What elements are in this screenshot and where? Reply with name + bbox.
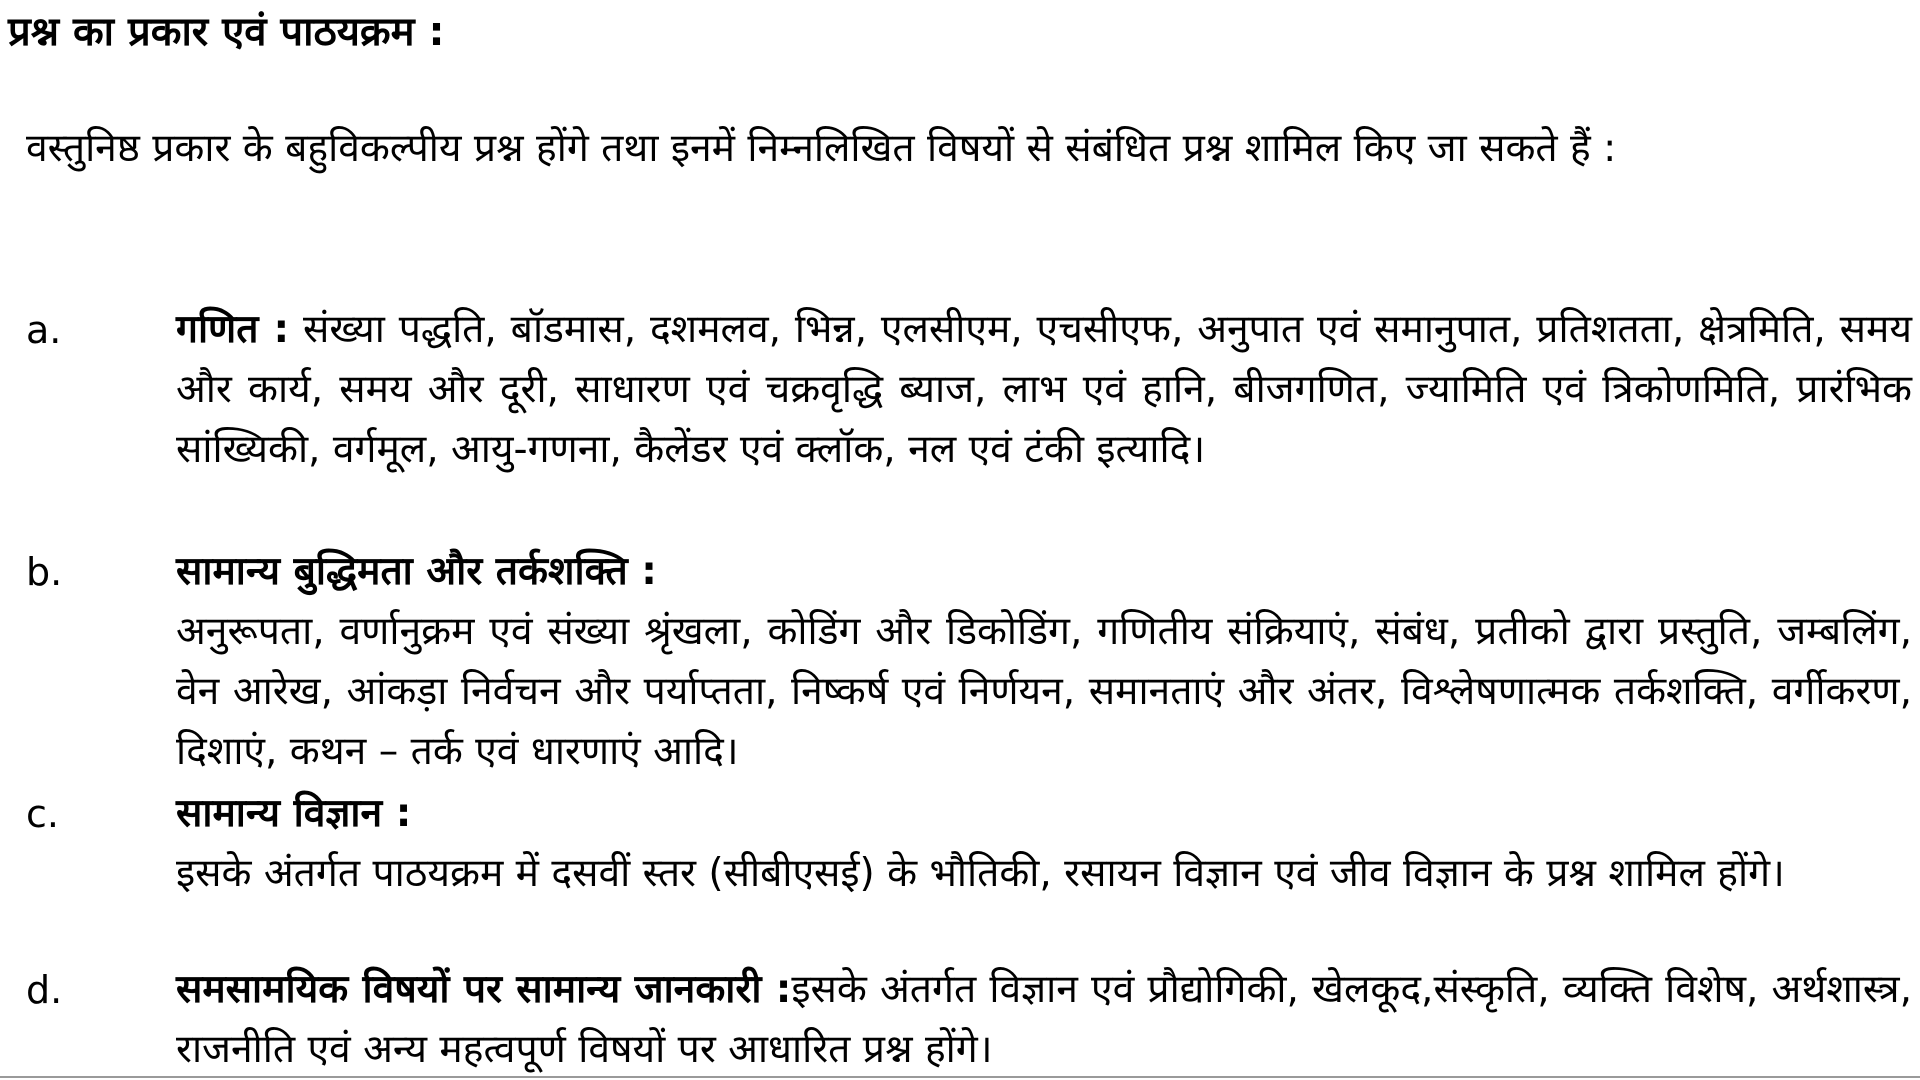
item-text: इसके अंतर्गत विज्ञान एवं प्रौद्योगिकी, खेलकूद,संस्कृति, व्यक्ति विशेष, अर्थशास्त्र, राजनीति एवं अन्य महत्वपूर्ण विषयों पर आधारित प्रश्न होंगे। — [176, 967, 1912, 1072]
item-text: संख्या पद्धति, बॉडमास, दशमलव, भिन्न, एलसीएम, एचसीएफ, अनुपात एवं समानुपात, प्रतिशतता, क्षेत्रमिति, समय और कार्य, समय और दूरी, साधारण एवं चक्रवृद्धि ब्याज, लाभ एवं हानि, बीजगणित, ज्यामिति एवं त्रिकोणमिति, प्रारंभिक सांख्यिकी, वर्गमूल, आयु-गणना, कैलेंडर एवं क्लॉक, नल एवं टंकी इत्यादि। — [176, 307, 1912, 472]
item-label: b. — [26, 550, 63, 594]
item-text: इसके अंतर्गत पाठयक्रम में दसवीं स्तर (सीबीएसई) के भौतिकी, रसायन विज्ञान एवं जीव विज्ञान के प्रश्न शामिल होंगे। — [176, 851, 1785, 896]
bottom-divider — [0, 1076, 1920, 1078]
item-body — [176, 300, 1912, 480]
item-label: c. — [26, 792, 59, 836]
item-label: d. — [26, 968, 63, 1012]
item-title: सामान्य बुद्धिमता और तर्कशक्ति : — [176, 549, 657, 594]
item-body — [176, 542, 1912, 782]
item-title: सामान्य विज्ञान : — [176, 791, 412, 836]
item-title: गणित : — [176, 307, 290, 352]
item-body — [176, 960, 1912, 1080]
item-title: समसामयिक विषयों पर सामान्य जानकारी : — [176, 967, 792, 1012]
item-text: अनुरूपता, वर्णानुक्रम एवं संख्या श्रृंखला, कोडिंग और डिकोडिंग, गणितीय संक्रियाएं, संबंध, प्रतीको द्वारा प्रस्तुति, जम्बलिंग, वेन आरेख, आंकड़ा निर्वचन और पर्याप्तता, निष्कर्ष एवं निर्णयन, समानताएं और अंतर, विश्लेषणात्मक तर्कशक्ति, वर्गीकरण, दिशाएं, कथन – तर्क एवं धारणाएं आदि। — [176, 609, 1912, 774]
intro-paragraph: वस्तुनिष्ठ प्रकार के बहुविकल्पीय प्रश्न होंगे तथा इनमें निम्नलिखित विषयों से संबंधित प्रश्न शामिल किए जा सकते हैं : — [26, 126, 1617, 171]
section-heading: प्रश्न का प्रकार एवं पाठयक्रम : — [8, 9, 445, 55]
item-body — [176, 784, 1912, 904]
item-label: a. — [26, 308, 62, 352]
